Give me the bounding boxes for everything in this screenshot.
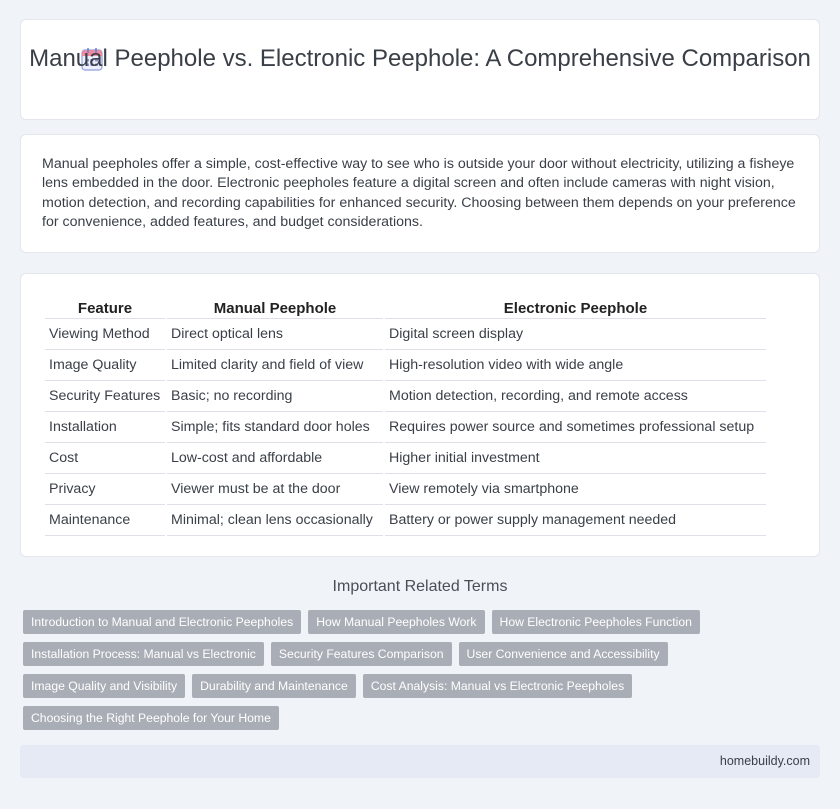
feature-cell: Maintenance (45, 505, 165, 536)
related-terms-list (23, 610, 723, 738)
table-row (45, 443, 766, 474)
related-term-tag[interactable]: Cost Analysis: Manual vs Electronic Peepholes (363, 674, 632, 698)
comparison-table (43, 296, 768, 536)
table-row (45, 350, 766, 381)
header-electronic: Electronic Peephole (385, 296, 766, 319)
header-manual: Manual Peephole (167, 296, 383, 319)
related-terms-heading: Important Related Terms (332, 578, 508, 595)
table-header-row (45, 296, 766, 319)
intro-paragraph: Manual peepholes offer a simple, cost-effective way to see who is outside your door without electricity, utilizing a fisheye lens embedded in the door. Electronic peepholes feature a digital screen and often include cameras with night vision, motion detection, and recording capabilities for enhanced security. Choosing between them depends on your preference for convenience, added features, and budget considerations. (42, 156, 796, 231)
footer-site-link[interactable]: homebuildy.com (719, 754, 810, 768)
table-row (45, 474, 766, 505)
header-card (20, 19, 820, 120)
related-term-tag[interactable]: User Convenience and Accessibility (459, 642, 668, 666)
intro-card (20, 134, 820, 253)
feature-cell: Viewing Method (45, 319, 165, 350)
electronic-cell: Digital screen display (385, 319, 766, 350)
feature-cell: Image Quality (45, 350, 165, 381)
related-term-tag[interactable]: Image Quality and Visibility (23, 674, 185, 698)
manual-cell: Low-cost and affordable (167, 443, 383, 474)
manual-cell: Minimal; clean lens occasionally (167, 505, 383, 536)
feature-cell: Security Features (45, 381, 165, 412)
electronic-cell: Higher initial investment (385, 443, 766, 474)
feature-cell: Installation (45, 412, 165, 443)
manual-cell: Viewer must be at the door (167, 474, 383, 505)
electronic-cell: View remotely via smartphone (385, 474, 766, 505)
feature-cell: Privacy (45, 474, 165, 505)
table-row (45, 412, 766, 443)
electronic-cell: Battery or power supply management needed (385, 505, 766, 536)
table-row (45, 319, 766, 350)
related-term-tag[interactable]: Introduction to Manual and Electronic Peepholes (23, 610, 301, 634)
table-row (45, 381, 766, 412)
comparison-card (20, 273, 820, 557)
related-term-tag[interactable]: Choosing the Right Peephole for Your Home (23, 706, 279, 730)
related-term-tag[interactable]: How Manual Peepholes Work (308, 610, 484, 634)
electronic-cell: High-resolution video with wide angle (385, 350, 766, 381)
feature-cell: Cost (45, 443, 165, 474)
header-feature: Feature (45, 296, 165, 319)
electronic-cell: Requires power source and sometimes professional setup (385, 412, 766, 443)
manual-cell: Direct optical lens (167, 319, 383, 350)
manual-cell: Limited clarity and field of view (167, 350, 383, 381)
manual-cell: Basic; no recording (167, 381, 383, 412)
related-term-tag[interactable]: Security Features Comparison (271, 642, 452, 666)
manual-cell: Simple; fits standard door holes (167, 412, 383, 443)
electronic-cell: Motion detection, recording, and remote access (385, 381, 766, 412)
related-term-tag[interactable]: Installation Process: Manual vs Electronic (23, 642, 264, 666)
related-term-tag[interactable]: How Electronic Peepholes Function (492, 610, 700, 634)
footer-bar (20, 745, 820, 778)
page-title: Manual Peephole vs. Electronic Peephole: A Comprehensive Comparison (29, 45, 811, 72)
related-term-tag[interactable]: Durability and Maintenance (192, 674, 356, 698)
table-row (45, 505, 766, 536)
